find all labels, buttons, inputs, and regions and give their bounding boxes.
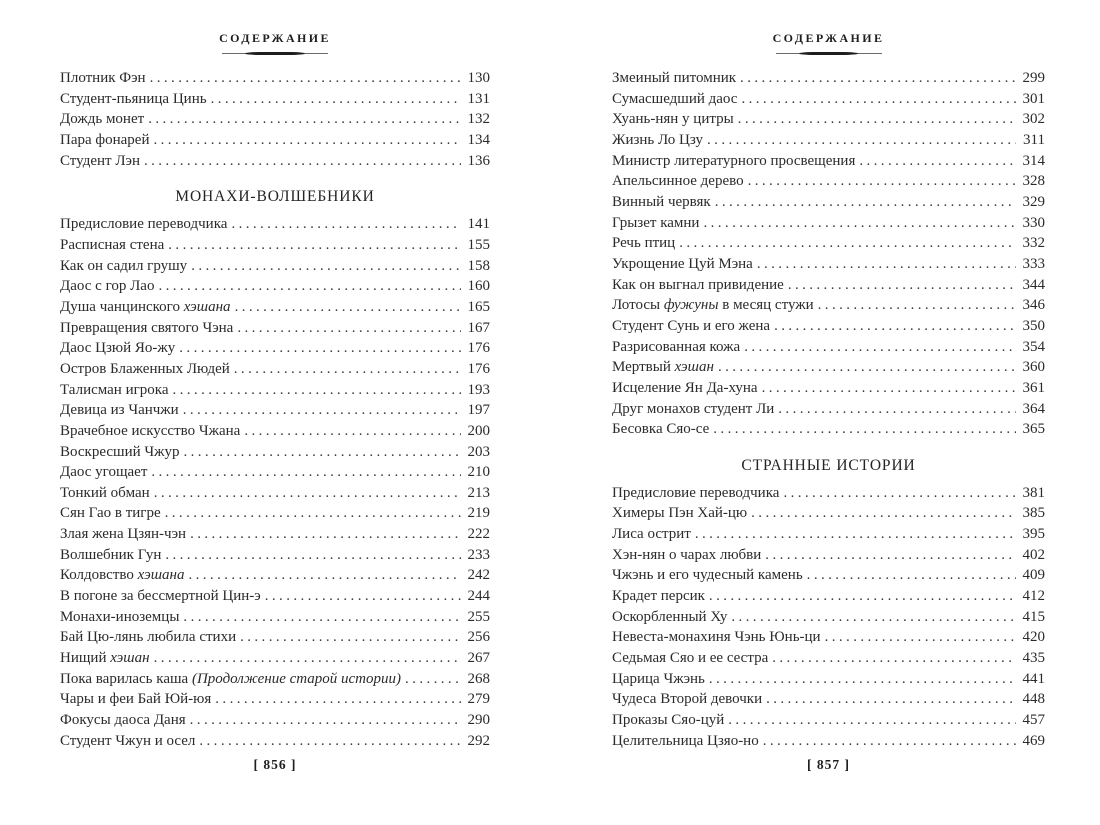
toc-entry-title: Остров Блаженных Людей <box>60 360 230 377</box>
toc-entry <box>612 337 1045 358</box>
toc-entry-page: 136 <box>467 152 490 169</box>
toc-entry-title: Пара фонарей <box>60 131 150 148</box>
dot-leader <box>772 648 1016 669</box>
toc-entry <box>612 295 1045 316</box>
toc-entry-page: 457 <box>1022 712 1045 729</box>
toc-entry-title: Сян Гао в тигре <box>60 505 161 522</box>
toc-entry <box>60 130 490 151</box>
dot-leader <box>234 359 461 380</box>
dot-leader <box>818 295 1016 316</box>
toc-entry-title: Волшебник Гун <box>60 546 162 563</box>
dot-leader <box>154 483 461 504</box>
toc-entry-page: 222 <box>467 526 490 543</box>
toc-entry-page: 420 <box>1022 629 1045 646</box>
dot-leader <box>191 256 461 277</box>
toc-entry <box>60 297 490 318</box>
toc-page-right <box>612 30 1045 825</box>
dot-leader <box>783 483 1016 504</box>
toc-entry <box>612 710 1045 731</box>
toc-entry <box>60 442 490 463</box>
dot-leader <box>158 276 461 297</box>
toc-entry-page: 346 <box>1022 297 1045 314</box>
dot-leader <box>718 357 1016 378</box>
toc-entry-page: 160 <box>467 278 490 295</box>
toc-entry <box>60 359 490 380</box>
dot-leader <box>765 545 1016 566</box>
dot-leader <box>774 316 1016 337</box>
toc-page-left <box>60 30 490 825</box>
toc-entry-page: 402 <box>1022 546 1045 563</box>
dot-leader <box>150 68 461 89</box>
toc-entry-title: Царица Чжэнь <box>612 670 705 687</box>
toc-entry-page: 328 <box>1022 173 1045 190</box>
dot-leader <box>703 213 1016 234</box>
dot-leader <box>748 171 1016 192</box>
toc-entry <box>60 627 490 648</box>
toc-entry-page: 203 <box>467 443 490 460</box>
toc-entry-title: Чудеса Второй девочки <box>612 691 763 708</box>
toc-entry-title-part: (Продолжение старой истории) <box>191 670 402 687</box>
toc-entry <box>612 669 1045 690</box>
toc-entry <box>612 171 1045 192</box>
toc-entry-title-part: хэшана <box>137 567 185 584</box>
toc-entry-page: 176 <box>467 360 490 377</box>
toc-entry-title: Невеста-монахиня Чэнь Юнь-ци <box>612 629 821 646</box>
toc-entry <box>612 607 1045 628</box>
toc-entry-page: 242 <box>467 567 490 584</box>
toc-entry-page: 244 <box>467 588 490 605</box>
toc-entry <box>612 68 1045 89</box>
toc-entry <box>60 338 490 359</box>
toc-entry-page: 197 <box>467 402 490 419</box>
toc-entry-title-part: фужуны <box>663 297 719 314</box>
toc-entry-title: Чары и феи Бай Юй-юя <box>60 691 212 708</box>
dot-leader <box>713 419 1016 440</box>
dot-leader <box>190 524 461 545</box>
toc-entry-title: Сумасшедший даос <box>612 90 738 107</box>
toc-entry-page: 412 <box>1022 588 1045 605</box>
dot-leader <box>778 399 1016 420</box>
toc-entry-title: Тонкий обман <box>60 484 150 501</box>
toc-entry <box>60 235 490 256</box>
toc-entry-title: Проказы Сяо-цуй <box>612 712 725 729</box>
dot-leader <box>165 503 461 524</box>
toc-entry-title-part: в месяц стужи <box>718 297 814 314</box>
dot-leader <box>709 669 1016 690</box>
toc-entry-title: Разрисованная кожа <box>612 338 741 355</box>
dot-leader <box>757 254 1016 275</box>
toc-entry <box>60 565 490 586</box>
toc-entry-page: 141 <box>467 216 490 233</box>
toc-entry <box>60 731 490 752</box>
dot-leader <box>179 338 461 359</box>
toc-entry-page: 329 <box>1022 193 1045 210</box>
toc-entry-title: Седьмая Сяо и ее сестра <box>612 650 769 667</box>
toc-entry <box>60 214 490 235</box>
toc-entry-title: Бай Цю-лянь любила стихи <box>60 629 237 646</box>
toc-entry <box>612 130 1045 151</box>
toc-entry <box>60 607 490 628</box>
toc-entry <box>60 318 490 339</box>
toc-entry-page: 268 <box>467 670 490 687</box>
contents-header: СОДЕРЖАНИЕ <box>219 31 331 45</box>
toc-entry <box>60 669 490 690</box>
toc-entry-page: 330 <box>1022 214 1045 231</box>
dot-leader <box>148 109 461 130</box>
toc-entry-title: Студент-пьяница Цинь <box>60 90 207 107</box>
dot-leader <box>744 337 1016 358</box>
toc-entry-title: Хуань-нян у цитры <box>612 111 734 128</box>
toc-entry-title: Воскресший Чжур <box>60 443 180 460</box>
dot-leader <box>763 731 1016 752</box>
toc-entry-title: Талисман игрока <box>60 381 169 398</box>
toc-entry <box>60 545 490 566</box>
toc-entry-page: 314 <box>1022 152 1045 169</box>
toc-list <box>60 68 490 751</box>
dot-leader <box>825 627 1016 648</box>
dot-leader <box>741 89 1016 110</box>
dot-leader <box>731 607 1016 628</box>
toc-entry-title: Расписная стена <box>60 236 165 253</box>
toc-entry <box>60 151 490 172</box>
toc-entry-page: 360 <box>1022 359 1045 376</box>
dot-leader <box>788 275 1016 296</box>
dot-leader <box>695 524 1016 545</box>
toc-entry-page: 158 <box>467 257 490 274</box>
dot-leader <box>172 380 461 401</box>
dot-leader <box>740 68 1016 89</box>
toc-entry <box>612 689 1045 710</box>
toc-entry-title: Плотник Фэн <box>60 70 146 86</box>
toc-entry-title: В погоне за бессмертной Цин-э <box>60 588 261 605</box>
toc-entry <box>612 316 1045 337</box>
toc-entry-title: Апельсинное дерево <box>612 173 744 190</box>
toc-entry-title: Студент Лэн <box>60 152 140 169</box>
toc-entry-title-part: Пока варилась каша <box>60 670 192 687</box>
toc-entry <box>612 565 1045 586</box>
toc-entry-page: 200 <box>467 422 490 439</box>
toc-entry-page: 333 <box>1022 255 1045 272</box>
toc-entry <box>612 151 1045 172</box>
dot-leader <box>728 710 1016 731</box>
toc-entry-title <box>612 357 714 378</box>
toc-entry-title-part: хэшана <box>183 298 231 315</box>
toc-entry <box>612 648 1045 669</box>
toc-entry-title <box>60 297 231 318</box>
toc-entry <box>612 254 1045 275</box>
toc-entry-page: 354 <box>1022 338 1045 355</box>
toc-entry-page: 361 <box>1022 379 1045 396</box>
toc-entry-page: 233 <box>467 546 490 563</box>
toc-entry-title: Студент Чжун и осел <box>60 732 196 749</box>
toc-entry-title: Укрощение Цуй Мэна <box>612 255 753 272</box>
toc-entry <box>612 399 1045 420</box>
dot-leader <box>766 689 1016 710</box>
dot-leader <box>183 400 461 421</box>
toc-entry-page: 469 <box>1022 732 1045 749</box>
toc-entry <box>612 192 1045 213</box>
toc-entry-page: 301 <box>1022 90 1045 107</box>
toc-entry-title: Как он выгнал привидение <box>612 276 784 293</box>
toc-entry-title: Химеры Пэн Хай-цю <box>612 505 748 522</box>
toc-entry-page: 213 <box>467 484 490 501</box>
toc-entry <box>60 380 490 401</box>
toc-entry <box>60 89 490 110</box>
toc-entry-title <box>60 669 401 690</box>
dot-leader <box>154 648 461 669</box>
toc-entry-page: 381 <box>1022 484 1045 501</box>
toc-entry <box>60 586 490 607</box>
toc-entry <box>612 731 1045 752</box>
toc-entry-page: 364 <box>1022 400 1045 417</box>
toc-entry-page: 299 <box>1022 70 1045 86</box>
toc-entry-title: Жизнь Ло Цзу <box>612 131 704 148</box>
toc-entry-page: 279 <box>467 691 490 708</box>
toc-entry-page: 448 <box>1022 691 1045 708</box>
toc-entry-page: 131 <box>467 90 490 107</box>
dot-leader <box>715 192 1016 213</box>
toc-entry-page: 219 <box>467 505 490 522</box>
toc-entry <box>60 503 490 524</box>
toc-entry <box>612 483 1045 504</box>
dot-leader <box>762 378 1016 399</box>
toc-entry-title: Врачебное искусство Чжана <box>60 422 241 439</box>
dot-leader <box>751 503 1016 524</box>
dot-leader <box>235 297 461 318</box>
toc-entry-title: Бесовка Сяо-се <box>612 421 710 438</box>
toc-entry-page: 441 <box>1022 670 1045 687</box>
toc-entry-page: 165 <box>467 298 490 315</box>
toc-entry-page: 256 <box>467 629 490 646</box>
toc-entry-page: 132 <box>467 111 490 128</box>
header-rule <box>776 51 882 55</box>
dot-leader <box>144 151 461 172</box>
dot-leader <box>679 233 1016 254</box>
dot-leader <box>405 669 461 690</box>
dot-leader <box>215 689 461 710</box>
toc-entry-page: 167 <box>467 319 490 336</box>
toc-entry-page: 350 <box>1022 317 1045 334</box>
toc-entry-title-part: Колдовство <box>60 567 138 584</box>
toc-entry <box>60 421 490 442</box>
toc-entry-page: 365 <box>1022 421 1045 438</box>
toc-entry-title: Друг монахов студент Ли <box>612 400 775 417</box>
toc-entry-title-part: хэшан <box>110 650 150 667</box>
page-number: [ 856 ] <box>253 757 297 772</box>
dot-leader <box>151 462 461 483</box>
toc-entry-title-part: Нищий <box>60 650 111 667</box>
toc-entry <box>612 275 1045 296</box>
toc-entry-page: 332 <box>1022 235 1045 252</box>
toc-entry-title: Фокусы даоса Даня <box>60 712 186 729</box>
toc-entry-title-part: Лотосы <box>612 297 664 314</box>
toc-entry-page: 302 <box>1022 111 1045 128</box>
dot-leader <box>165 545 461 566</box>
section-header: МОНАХИ-ВОЛШЕБНИКИ <box>175 188 375 206</box>
dot-leader <box>168 235 461 256</box>
dot-leader <box>190 710 461 731</box>
toc-entry-title: Винный червяк <box>612 193 711 210</box>
toc-entry-page: 290 <box>467 712 490 729</box>
toc-entry <box>612 503 1045 524</box>
toc-entry-page: 344 <box>1022 276 1045 293</box>
toc-entry-title: Целительница Цзяо-но <box>612 732 759 749</box>
toc-entry-title: Даос с гор Лао <box>60 278 155 295</box>
toc-entry-title: Змеиный питомник <box>612 70 737 86</box>
toc-entry-title: Девица из Чанчжи <box>60 402 179 419</box>
toc-entry-page: 210 <box>467 464 490 481</box>
toc-entry <box>612 109 1045 130</box>
toc-entry-title: Лиса острит <box>612 526 691 543</box>
dot-leader <box>859 151 1016 172</box>
toc-entry <box>60 648 490 669</box>
toc-entry <box>60 400 490 421</box>
toc-entry <box>60 256 490 277</box>
dot-leader <box>237 318 461 339</box>
toc-entry-page: 155 <box>467 236 490 253</box>
toc-entry-page: 409 <box>1022 567 1045 584</box>
toc-entry-page: 292 <box>467 732 490 749</box>
toc-entry <box>612 89 1045 110</box>
toc-entry <box>612 627 1045 648</box>
toc-entry-page: 134 <box>467 131 490 148</box>
toc-entry <box>612 586 1045 607</box>
toc-entry <box>612 378 1045 399</box>
dot-leader <box>231 214 461 235</box>
toc-entry-page: 176 <box>467 340 490 357</box>
toc-entry-title <box>612 295 814 316</box>
toc-entry-title: Монахи-иноземцы <box>60 608 180 625</box>
dot-leader <box>188 565 461 586</box>
toc-entry <box>60 524 490 545</box>
toc-entry <box>612 213 1045 234</box>
dot-leader <box>807 565 1016 586</box>
toc-entry-title-part: хэшан <box>674 359 714 376</box>
toc-entry-page: 311 <box>1023 131 1045 148</box>
toc-entry-title: Предисловие переводчика <box>612 484 780 501</box>
toc-entry-page: 385 <box>1022 505 1045 522</box>
toc-entry-page: 415 <box>1022 608 1045 625</box>
dot-leader <box>154 130 462 151</box>
toc-entry-title: Даос угощает <box>60 464 148 481</box>
dot-leader <box>244 421 461 442</box>
dot-leader <box>199 731 461 752</box>
toc-entry-title: Министр литературного просвещения <box>612 152 856 169</box>
toc-entry-title: Дождь монет <box>60 111 145 128</box>
toc-entry <box>60 68 490 89</box>
toc-entry-page: 395 <box>1022 526 1045 543</box>
toc-entry <box>612 524 1045 545</box>
toc-entry-page: 130 <box>467 70 490 86</box>
toc-entry <box>612 419 1045 440</box>
dot-leader <box>183 442 461 463</box>
section-header: СТРАННЫЕ ИСТОРИИ <box>741 456 916 474</box>
toc-list <box>612 68 1045 751</box>
toc-entry-title: Превращения святого Чэна <box>60 319 234 336</box>
toc-entry-title: Как он садил грушу <box>60 257 188 274</box>
toc-entry-page: 267 <box>467 650 490 667</box>
dot-leader <box>738 109 1016 130</box>
contents-header: СОДЕРЖАНИЕ <box>772 31 885 45</box>
toc-entry-title: Даос Цзюй Яо-жу <box>60 340 176 357</box>
toc-entry <box>612 233 1045 254</box>
toc-entry <box>612 357 1045 378</box>
toc-entry <box>60 483 490 504</box>
toc-entry-title: Грызет камни <box>612 214 700 231</box>
toc-entry-title: Оскорбленный Ху <box>612 608 728 625</box>
toc-entry-title: Предисловие переводчика <box>60 216 228 233</box>
toc-entry <box>60 462 490 483</box>
dot-leader <box>709 586 1016 607</box>
toc-entry-title: Речь птиц <box>612 235 676 252</box>
toc-entry-page: 435 <box>1022 650 1045 667</box>
toc-entry-page: 255 <box>467 608 490 625</box>
header-rule <box>222 51 328 55</box>
toc-entry-title: Крадет персик <box>612 588 705 605</box>
toc-entry-title <box>60 648 150 669</box>
toc-entry <box>60 276 490 297</box>
dot-leader <box>265 586 461 607</box>
toc-entry-title <box>60 565 184 586</box>
page-number: [ 857 ] <box>807 757 850 772</box>
toc-entry-title: Злая жена Цзян-чэн <box>60 526 187 543</box>
toc-entry-title: Исцеление Ян Да-хуна <box>612 379 758 396</box>
dot-leader <box>183 607 461 628</box>
dot-leader <box>240 627 461 648</box>
toc-entry <box>60 710 490 731</box>
toc-entry-title: Чжэнь и его чудесный камень <box>612 567 803 584</box>
toc-entry-title: Студент Сунь и его жена <box>612 317 771 334</box>
dot-leader <box>211 89 461 110</box>
toc-entry-title-part: Мертвый <box>612 359 675 376</box>
toc-entry-title-part: Душа чанцинского <box>60 298 184 315</box>
toc-entry <box>60 689 490 710</box>
toc-entry <box>60 109 490 130</box>
toc-entry <box>612 545 1045 566</box>
dot-leader <box>707 130 1016 151</box>
toc-entry-page: 193 <box>467 381 490 398</box>
toc-entry-title: Хэн-нян о чарах любви <box>612 546 762 563</box>
